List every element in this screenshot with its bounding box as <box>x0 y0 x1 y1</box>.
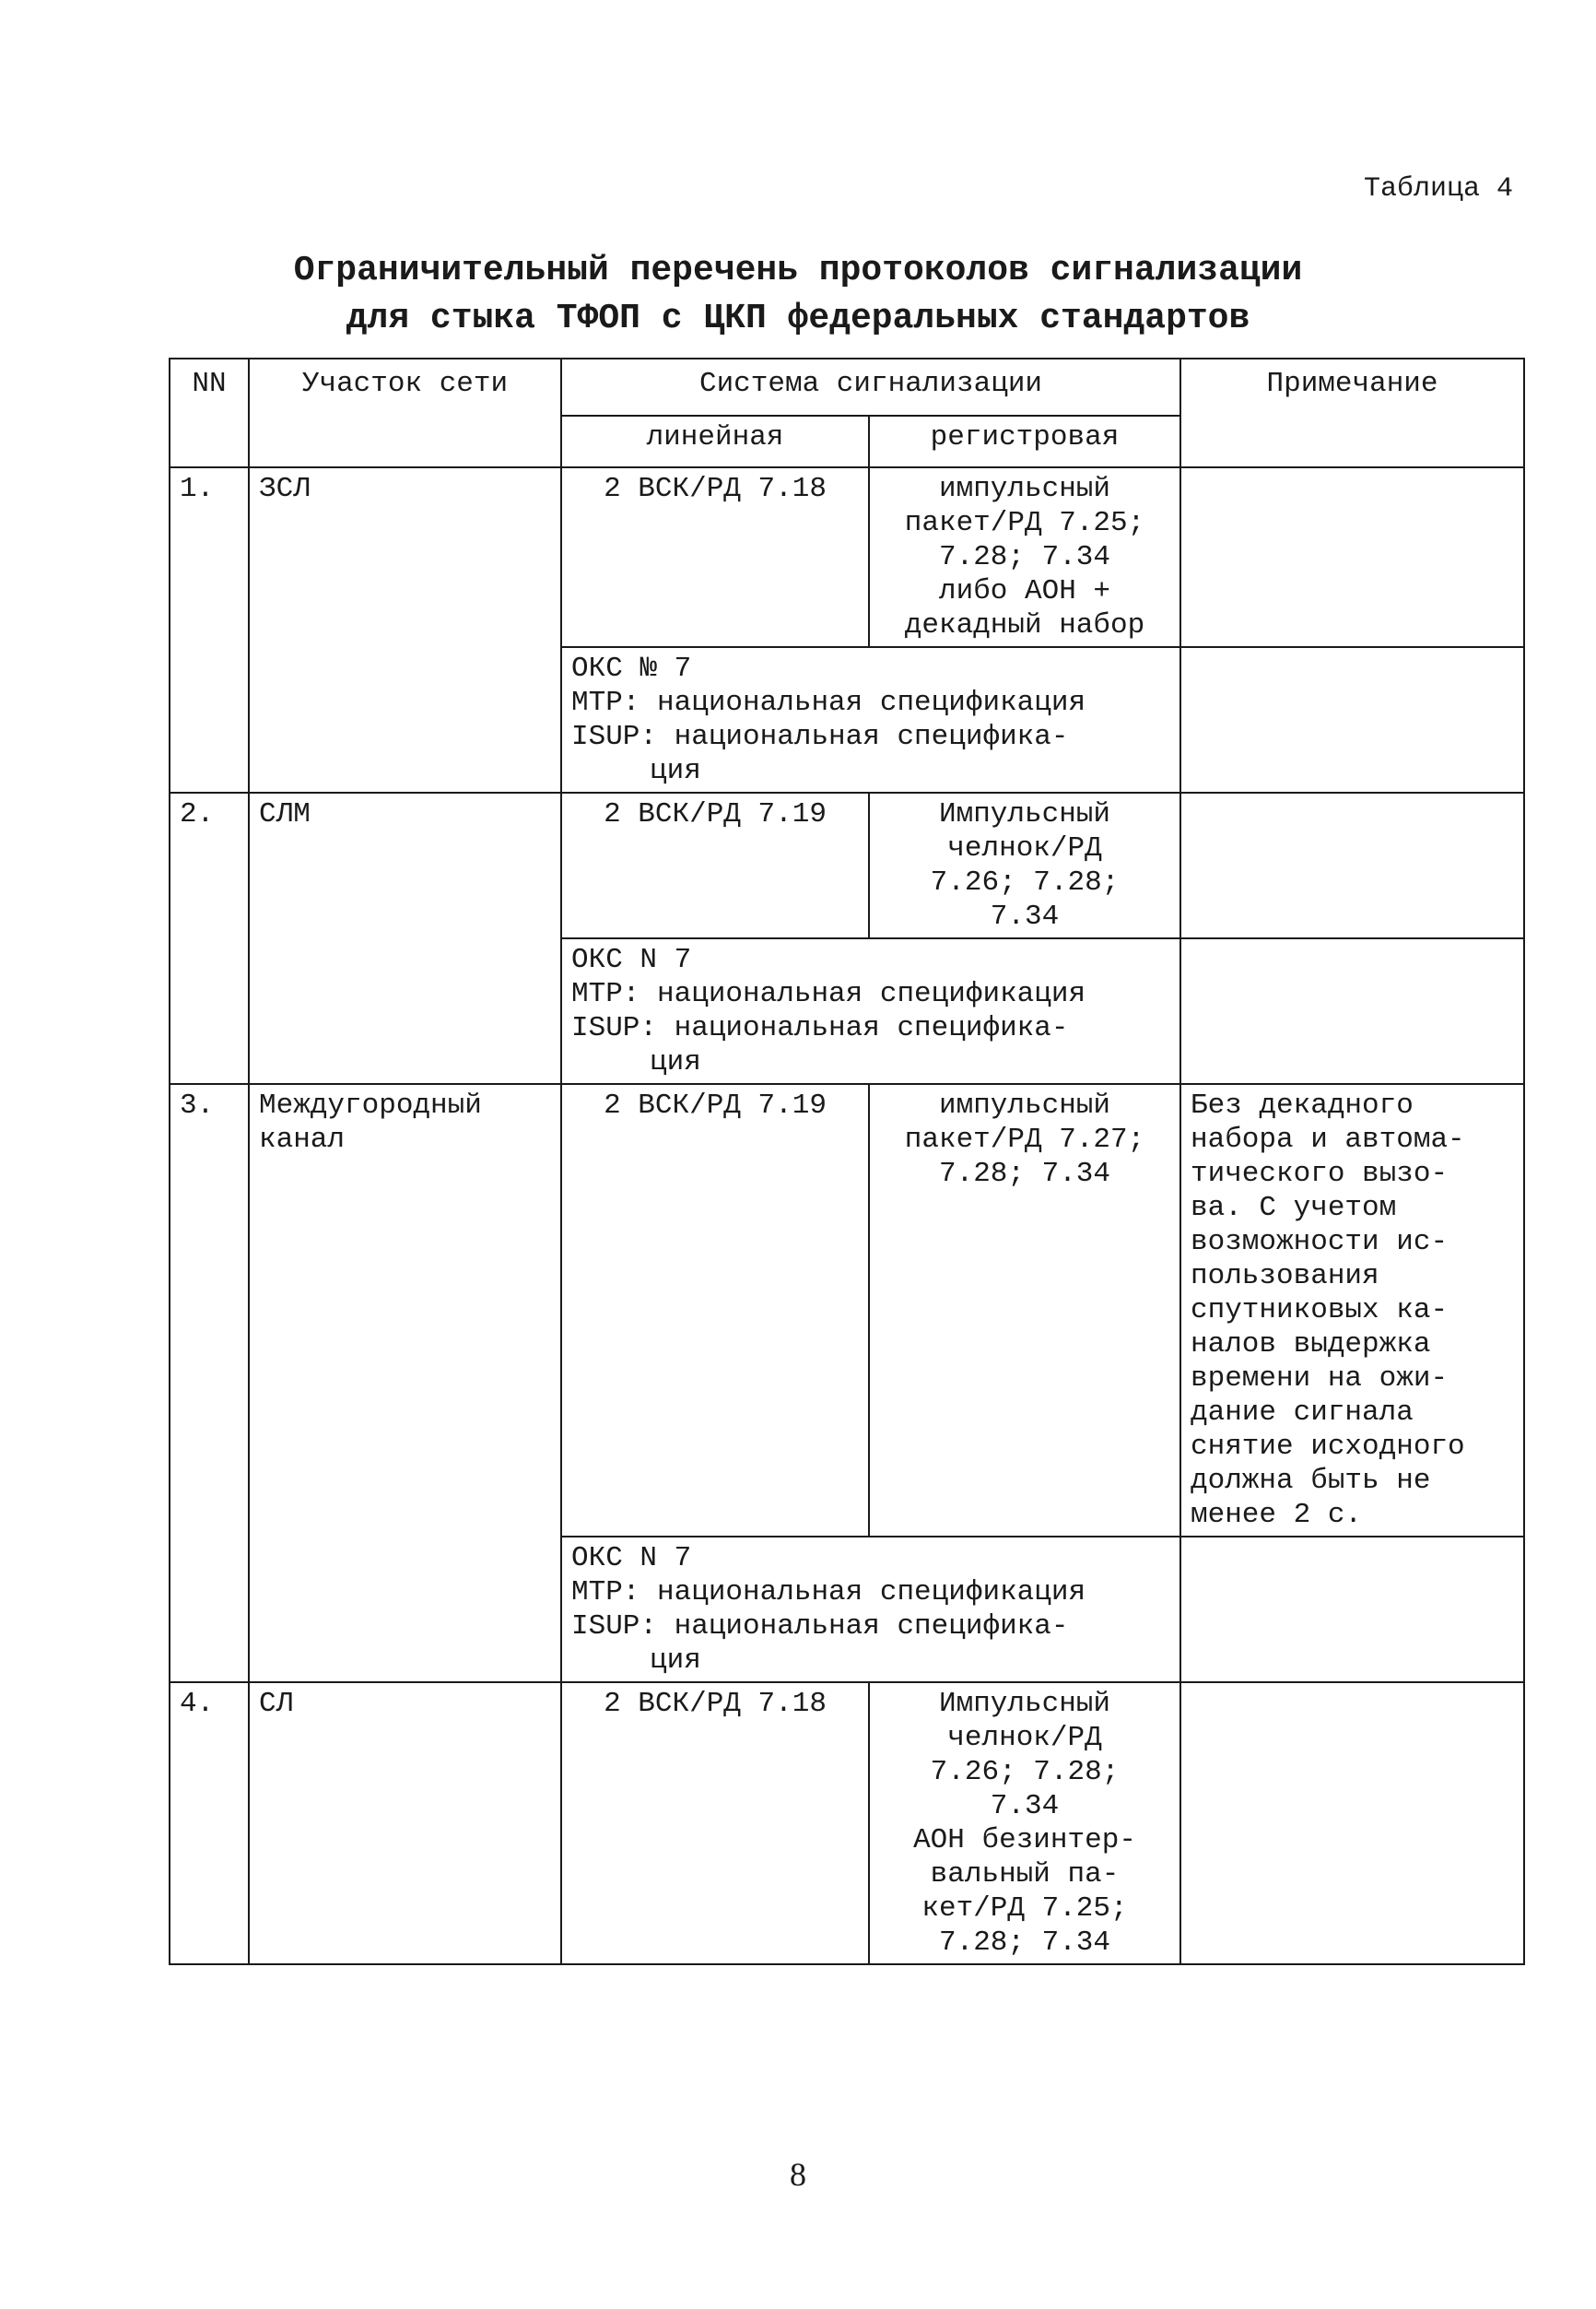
table-row-oks <box>170 938 1524 1084</box>
note-cell <box>1180 1682 1524 1964</box>
page-number: 8 <box>790 2156 806 2193</box>
network-section: ЗСЛ <box>249 467 561 647</box>
table-row-oks <box>170 1537 1524 1682</box>
row-number: 3. <box>170 1084 249 1537</box>
network-section: Междугородный канал <box>249 1084 561 1537</box>
oks-spec: ОКС N 7 МТР: национальная спецификация ISUP: национальная специфика- ция <box>561 1537 1180 1682</box>
table-caption: Таблица 4 <box>1363 173 1513 205</box>
network-section: СЛ <box>249 1682 561 1964</box>
header-note: Примечание <box>1180 359 1524 467</box>
note-cell <box>1180 793 1524 938</box>
table-row-oks <box>170 647 1524 793</box>
signaling-table <box>169 358 1525 1965</box>
table-row <box>170 793 1524 938</box>
note-cell: Без декадного набора и автома- тического вызо- ва. С учетом возможности ис- пользования спутниковых ка- налов выдержка времени на ожи- дание сигнала снятие исходного должна быть не менее 2 с. <box>1180 1084 1524 1537</box>
note-cell <box>1180 938 1524 1084</box>
header-nn: NN <box>170 359 249 467</box>
header-section: Участок сети <box>249 359 561 467</box>
note-cell <box>1180 647 1524 793</box>
linear-signaling: 2 ВСК/РД 7.18 <box>561 467 869 647</box>
header-system: Система сигнализации <box>561 359 1180 416</box>
linear-signaling: 2 ВСК/РД 7.19 <box>561 793 869 938</box>
title-line-2: для стыка ТФОП с ЦКП федеральных стандартов <box>346 299 1250 338</box>
register-signaling: Импульсный челнок/РД 7.26; 7.28; 7.34 <box>869 793 1180 938</box>
network-section: СЛМ <box>249 793 561 938</box>
table-row <box>170 1084 1524 1537</box>
note-cell <box>1180 1537 1524 1682</box>
page-title <box>0 247 1596 343</box>
header-register: регистровая <box>869 416 1180 467</box>
oks-spec: ОКС № 7 МТР: национальная спецификация ISUP: национальная специфика- ция <box>561 647 1180 793</box>
row-number: 2. <box>170 793 249 938</box>
row-number: 4. <box>170 1682 249 1964</box>
title-line-1: Ограничительный перечень протоколов сигнализации <box>293 251 1303 290</box>
header-linear: линейная <box>561 416 869 467</box>
register-signaling: импульсный пакет/РД 7.27; 7.28; 7.34 <box>869 1084 1180 1537</box>
header-row <box>170 359 1524 416</box>
linear-signaling: 2 ВСК/РД 7.19 <box>561 1084 869 1537</box>
register-signaling: импульсный пакет/РД 7.25; 7.28; 7.34 либо АОН + декадный набор <box>869 467 1180 647</box>
row-number: 1. <box>170 467 249 647</box>
linear-signaling: 2 ВСК/РД 7.18 <box>561 1682 869 1964</box>
table-row <box>170 1682 1524 1964</box>
register-signaling: Импульсный челнок/РД 7.26; 7.28; 7.34 АОН безинтер- вальный па- кет/РД 7.25; 7.28; 7.34 <box>869 1682 1180 1964</box>
oks-spec: ОКС N 7 МТР: национальная спецификация ISUP: национальная специфика- ция <box>561 938 1180 1084</box>
note-cell <box>1180 467 1524 647</box>
table-row <box>170 467 1524 647</box>
